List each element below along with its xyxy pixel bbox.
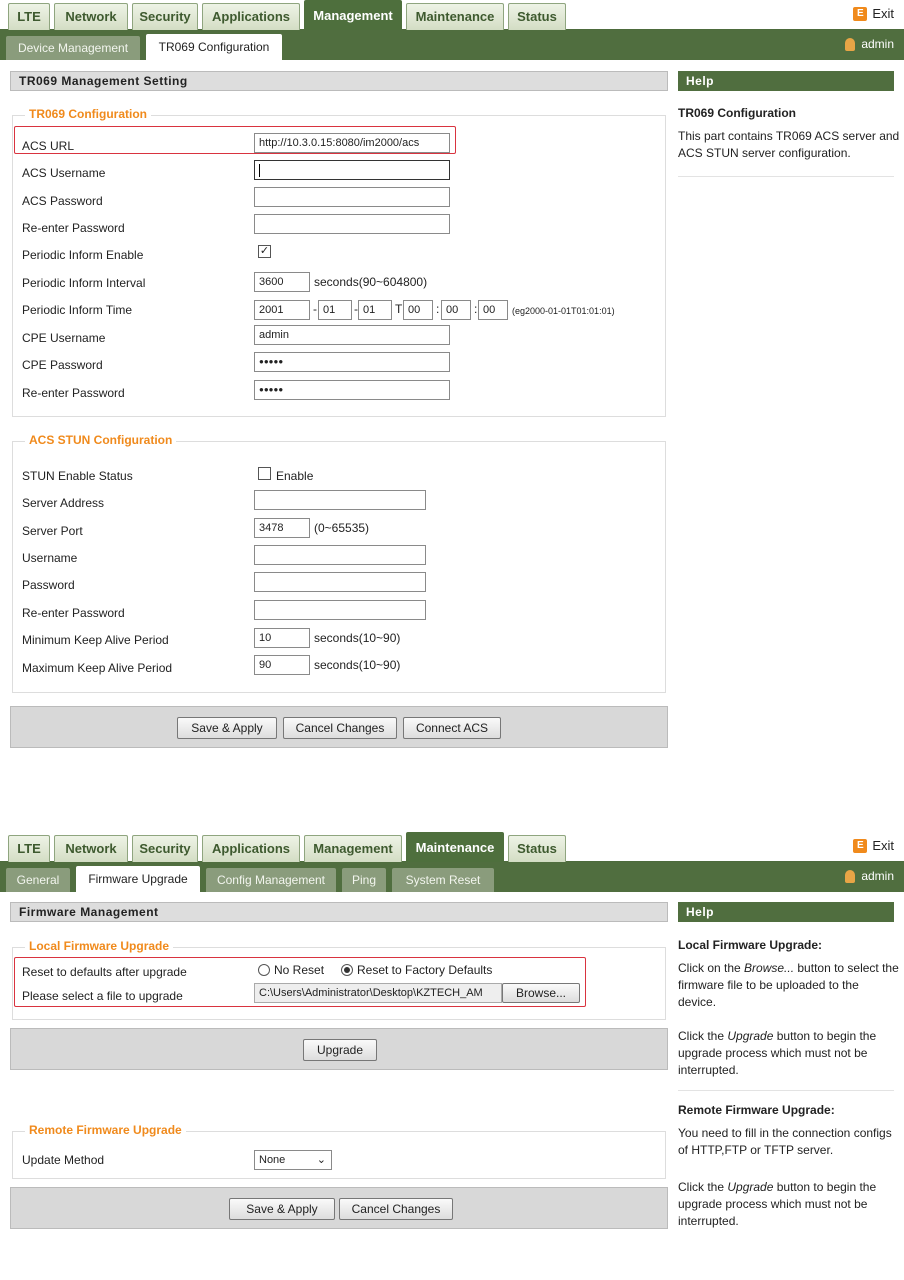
exit-link[interactable] — [853, 838, 894, 853]
file-path-input[interactable]: C:\Users\Administrator\Desktop\KZTECH_AM — [254, 983, 502, 1003]
tab-lte[interactable]: LTE — [8, 835, 50, 862]
max-keepalive-input[interactable]: 90 — [254, 655, 310, 675]
upgrade-bar — [10, 1028, 668, 1070]
help-local-p2 — [678, 1028, 900, 1079]
tab-management[interactable]: Management — [304, 835, 402, 862]
acs-url-input[interactable]: http://10.3.0.15:8080/im2000/acs — [254, 133, 450, 153]
update-method-select[interactable] — [254, 1150, 332, 1170]
tab-maintenance[interactable]: Maintenance — [406, 832, 504, 863]
sub-tab-bar — [0, 862, 904, 892]
tab-network[interactable]: Network — [54, 3, 128, 30]
tab-applications[interactable]: Applications — [202, 3, 300, 30]
acs-username-input[interactable] — [254, 160, 450, 180]
tab-applications[interactable]: Applications — [202, 835, 300, 862]
tab-network[interactable]: Network — [54, 835, 128, 862]
stun-enable-checkbox[interactable] — [258, 467, 271, 480]
acs-reenter-label: Re-enter Password — [22, 221, 125, 235]
text-cursor — [259, 164, 260, 177]
help-emphasis: Upgrade — [727, 1180, 774, 1194]
help-local-title: Local Firmware Upgrade: — [678, 938, 823, 952]
update-method-label: Update Method — [22, 1153, 105, 1167]
section-title: TR069 Management Setting — [10, 71, 668, 91]
exit-icon: E — [853, 839, 867, 853]
cpe-username-label: CPE Username — [22, 331, 106, 345]
section-title: Firmware Management — [10, 902, 668, 922]
server-address-input[interactable] — [254, 490, 426, 510]
cpe-username-input[interactable]: admin — [254, 325, 450, 345]
main-tab-bar — [0, 832, 904, 862]
time-sep: - — [313, 302, 317, 316]
user-label: admin — [861, 869, 894, 883]
time-sep: : — [474, 302, 478, 316]
acs-reenter-input[interactable] — [254, 214, 450, 234]
update-method-value: None — [259, 1154, 286, 1166]
radio-no-reset-label: No Reset — [274, 963, 325, 977]
exit-label: Exit — [872, 838, 894, 853]
save-apply-button[interactable]: Save & Apply — [177, 717, 277, 739]
periodic-enable-checkbox[interactable]: ✓ — [259, 245, 270, 257]
periodic-enable-label: Periodic Inform Enable — [22, 248, 144, 262]
min-keepalive-input[interactable]: 10 — [254, 628, 310, 648]
tab-status[interactable]: Status — [508, 3, 566, 30]
tab-status[interactable]: Status — [508, 835, 566, 862]
stun-reenter-input[interactable] — [254, 600, 426, 620]
radio-selected-icon — [341, 964, 353, 976]
user-indicator — [845, 37, 894, 51]
subtab-system-reset[interactable]: System Reset — [392, 868, 494, 892]
main-tab-bar — [0, 0, 904, 30]
stun-password-input[interactable] — [254, 572, 426, 592]
firmware-panel — [0, 832, 904, 1280]
help-remote-title: Remote Firmware Upgrade: — [678, 1103, 835, 1117]
server-port-input[interactable]: 3478 — [254, 518, 310, 538]
tab-management[interactable]: Management — [304, 0, 402, 31]
radio-factory-label: Reset to Factory Defaults — [357, 963, 493, 977]
radio-no-reset[interactable] — [258, 963, 324, 977]
periodic-interval-input[interactable]: 3600 — [254, 272, 310, 292]
acs-url-label: ACS URL — [22, 139, 75, 153]
help-text-part: Click the — [678, 1029, 728, 1043]
connect-acs-button[interactable]: Connect ACS — [403, 717, 501, 739]
cpe-password-label: CPE Password — [22, 358, 103, 372]
help-text-part: button to begin the upgrade process which must not be interrupted. — [678, 1029, 877, 1077]
browse-button[interactable]: Browse... — [502, 983, 580, 1003]
time-min-input[interactable]: 00 — [441, 300, 471, 320]
min-keepalive-unit: seconds(10~90) — [314, 631, 401, 645]
cpe-reenter-label: Re-enter Password — [22, 386, 125, 400]
local-upgrade-legend: Local Firmware Upgrade — [25, 939, 173, 953]
periodic-time-label: Periodic Inform Time — [22, 303, 133, 317]
subtab-firmware-upgrade[interactable]: Firmware Upgrade — [76, 866, 200, 892]
help-text-part: Click on the — [678, 961, 745, 975]
stun-legend: ACS STUN Configuration — [25, 433, 176, 447]
time-sec-input[interactable]: 00 — [478, 300, 508, 320]
help-text-part: button to begin the upgrade process which must not be interrupted. — [678, 1180, 877, 1228]
tab-security[interactable]: Security — [132, 3, 198, 30]
action-bar — [10, 706, 668, 748]
help-text-part: Click the — [678, 1180, 728, 1194]
time-example: (eg2000-01-01T01:01:01) — [512, 306, 615, 316]
chevron-down-icon: ⌄ — [316, 1154, 326, 1166]
sub-tab-bar — [0, 30, 904, 60]
stun-username-input[interactable] — [254, 545, 426, 565]
acs-username-label: ACS Username — [22, 166, 106, 180]
max-keepalive-label: Maximum Keep Alive Period — [22, 661, 173, 675]
time-sep: : — [436, 302, 440, 316]
stun-enable-label: STUN Enable Status — [22, 469, 133, 483]
time-sep: - — [354, 302, 358, 316]
cancel-changes-button[interactable]: Cancel Changes — [283, 717, 397, 739]
help-divider — [678, 176, 894, 177]
acs-password-input[interactable] — [254, 187, 450, 207]
cpe-password-input[interactable]: ●●●●● — [254, 352, 450, 372]
help-divider — [678, 1090, 894, 1091]
help-header: Help — [678, 902, 894, 922]
exit-link[interactable] — [853, 6, 894, 21]
select-file-label: Please select a file to upgrade — [22, 989, 183, 1003]
stun-username-label: Username — [22, 551, 78, 565]
help-remote-p2 — [678, 1179, 900, 1230]
user-indicator — [845, 869, 894, 883]
radio-icon — [258, 964, 270, 976]
time-day-input[interactable]: 01 — [358, 300, 392, 320]
help-text: This part contains TR069 ACS server and ACS STUN server configuration. — [678, 129, 900, 160]
server-port-unit: (0~65535) — [314, 521, 370, 535]
time-hour-input[interactable]: 00 — [403, 300, 433, 320]
subtab-tr069-configuration[interactable]: TR069 Configuration — [146, 34, 282, 60]
exit-icon: E — [853, 7, 867, 21]
help-emphasis: Browse... — [744, 961, 795, 975]
subtab-config-management[interactable]: Config Management — [206, 868, 336, 892]
upgrade-button[interactable]: Upgrade — [303, 1039, 377, 1061]
periodic-interval-unit: seconds(90~604800) — [314, 275, 428, 289]
help-remote-p1: You need to fill in the connection configs of HTTP,FTP or TFTP server. — [678, 1126, 892, 1157]
save-apply-button[interactable]: Save & Apply — [229, 1198, 335, 1220]
time-sep: T — [395, 302, 403, 316]
exit-label: Exit — [872, 6, 894, 21]
server-address-label: Server Address — [22, 496, 105, 510]
user-icon — [845, 38, 855, 51]
tab-maintenance[interactable]: Maintenance — [406, 3, 504, 30]
radio-factory-defaults[interactable] — [341, 963, 492, 977]
cpe-reenter-input[interactable]: ●●●●● — [254, 380, 450, 400]
server-port-label: Server Port — [22, 524, 83, 538]
stun-password-label: Password — [22, 578, 75, 592]
help-title: TR069 Configuration — [678, 106, 797, 120]
user-label: admin — [861, 37, 894, 51]
time-month-input[interactable]: 01 — [318, 300, 352, 320]
tab-security[interactable]: Security — [132, 835, 198, 862]
periodic-interval-label: Periodic Inform Interval — [22, 276, 146, 290]
remote-action-bar — [10, 1187, 668, 1229]
help-emphasis: Upgrade — [727, 1029, 774, 1043]
remote-upgrade-fieldset — [12, 1123, 666, 1179]
remote-upgrade-legend: Remote Firmware Upgrade — [25, 1123, 186, 1137]
subtab-general[interactable]: General — [6, 868, 70, 892]
user-icon — [845, 870, 855, 883]
max-keepalive-unit: seconds(10~90) — [314, 658, 401, 672]
tab-lte[interactable]: LTE — [8, 3, 50, 30]
reset-defaults-label: Reset to defaults after upgrade — [22, 965, 187, 979]
subtab-ping[interactable]: Ping — [342, 868, 386, 892]
stun-reenter-label: Re-enter Password — [22, 606, 125, 620]
tr069-legend: TR069 Configuration — [25, 107, 151, 121]
help-text-part: button to select the firmware file to be uploaded to the device. — [678, 961, 899, 1009]
stun-enable-text: Enable — [276, 469, 314, 483]
acs-password-label: ACS Password — [22, 194, 103, 208]
subtab-device-management[interactable]: Device Management — [6, 36, 140, 60]
min-keepalive-label: Minimum Keep Alive Period — [22, 633, 169, 647]
help-header: Help — [678, 71, 894, 91]
help-local-p1 — [678, 960, 900, 1011]
time-year-input[interactable]: 2001 — [254, 300, 310, 320]
cancel-changes-button[interactable]: Cancel Changes — [339, 1198, 453, 1220]
